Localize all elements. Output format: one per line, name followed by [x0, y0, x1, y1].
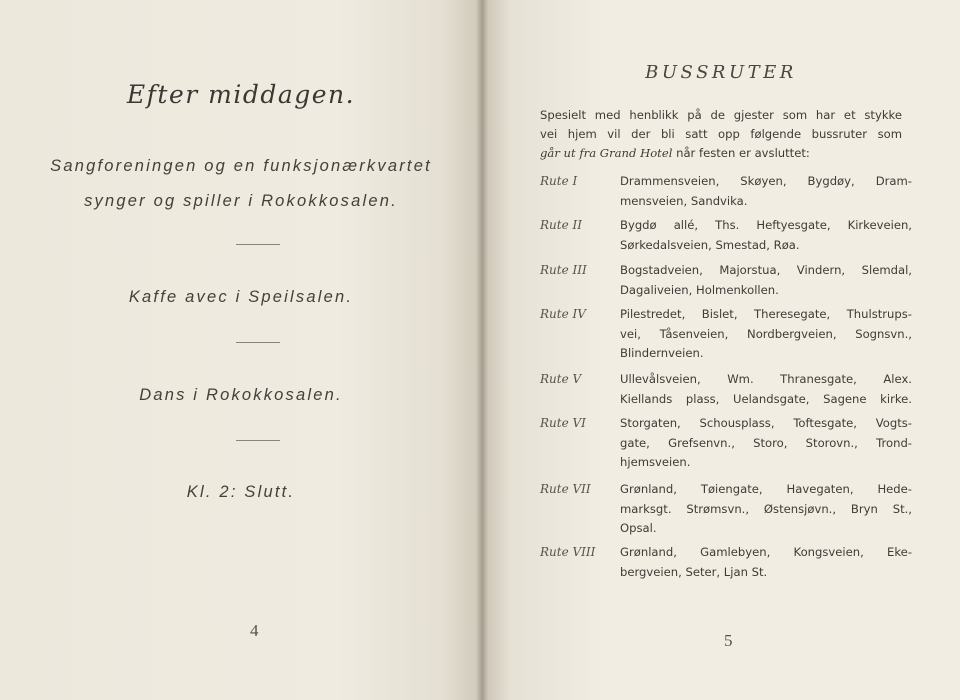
route-line: Storgaten, Schousplass, Toftesgate, Vogts- — [620, 416, 912, 430]
route-streets — [620, 414, 912, 473]
route-label: Rute I — [540, 174, 578, 188]
intro-line-3-italic: går ut fra Grand Hotel — [540, 146, 673, 160]
right-page-number: 5 — [724, 631, 733, 650]
route-line: bergveien, Seter, Ljan St. — [620, 564, 768, 579]
route-label: Rute VIII — [540, 545, 596, 559]
right-page-heading: BUSSRUTER — [645, 62, 797, 83]
route-line: Sørkedalsveien, Smestad, Røa. — [620, 237, 800, 252]
left-page-number: 4 — [250, 621, 259, 640]
route-line: Pilestredet, Bislet, Theresegate, Thulstrups- — [620, 307, 912, 321]
route-label: Rute VI — [540, 416, 586, 430]
program-line-5: Kl. 2: Slutt. — [186, 483, 296, 501]
route-streets — [620, 216, 912, 255]
route-streets — [620, 370, 912, 409]
intro-line-3 — [540, 144, 902, 163]
intro-line-2: vei hjem vil der bli satt opp følgende bussruter som — [540, 127, 902, 141]
route-streets — [620, 543, 912, 582]
route-line: Grønland, Tøiengate, Havegaten, Hede- — [620, 482, 912, 496]
route-line: mensveien, Sandvika. — [620, 193, 748, 208]
route-line: Opsal. — [620, 521, 657, 535]
intro-paragraph — [540, 106, 902, 163]
route-label: Rute II — [540, 218, 582, 232]
route-streets — [620, 305, 912, 364]
intro-line-1: Spesielt med henblikk på de gjester som har et stykke — [540, 108, 902, 122]
program-line-4: Dans i Rokokkosalen. — [139, 386, 343, 404]
route-line: Blindernveien. — [620, 346, 704, 360]
route-streets — [620, 172, 912, 211]
intro-line-3-rest: når festen er avsluttet: — [672, 146, 810, 160]
route-line: Grønland, Gamlebyen, Kongsveien, Eke- — [620, 545, 912, 559]
route-label: Rute IV — [540, 307, 586, 321]
route-streets — [620, 480, 912, 539]
route-line: Dagaliveien, Holmenkollen. — [620, 282, 779, 297]
divider-rule — [236, 440, 280, 441]
route-line: Bogstadveien, Majorstua, Vindern, Slemdal, — [620, 263, 912, 277]
route-line: marksgt. Strømsvn., Østensjøvn., Bryn St., — [620, 501, 912, 516]
route-line: Ullevålsveien, Wm. Thranesgate, Alex. — [620, 372, 912, 386]
left-page-title: Efter middagen. — [126, 80, 356, 109]
route-line: Drammensveien, Skøyen, Bygdøy, Dram- — [620, 174, 912, 188]
route-streets — [620, 261, 912, 300]
program-line-2: synger og spiller i Rokokkosalen. — [84, 192, 398, 210]
route-line: gate, Grefsenvn., Storo, Storovn., Trond- — [620, 435, 912, 450]
route-line: vei, Tåsenveien, Nordbergveien, Sognsvn., — [620, 326, 912, 341]
route-line: Kiellands plass, Uelandsgate, Sagene kirke. — [620, 391, 912, 406]
route-line: hjemsveien. — [620, 455, 691, 469]
route-label: Rute VII — [540, 482, 591, 496]
program-line-3: Kaffe avec i Speilsalen. — [128, 288, 354, 306]
route-line: Bygdø allé, Ths. Heftyesgate, Kirkeveien, — [620, 218, 912, 232]
route-label: Rute III — [540, 263, 587, 277]
divider-rule — [236, 342, 280, 343]
divider-rule — [236, 244, 280, 245]
program-line-1: Sangforeningen og en funksjonærkvartet — [50, 157, 432, 175]
route-label: Rute V — [540, 372, 582, 386]
